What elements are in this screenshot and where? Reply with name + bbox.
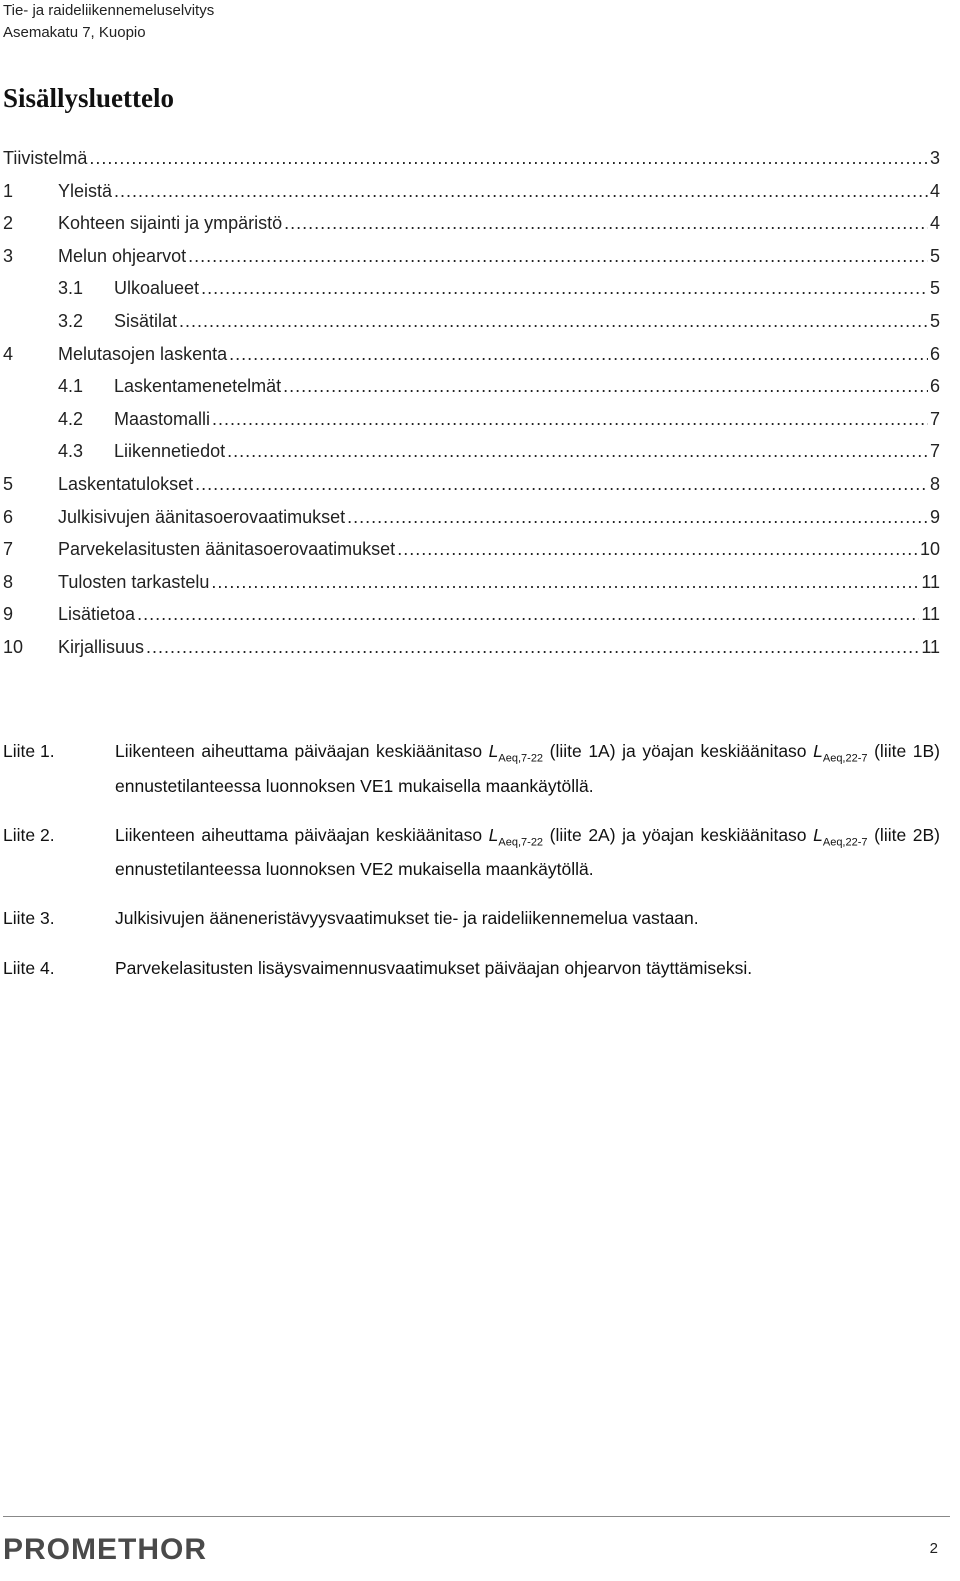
attachment-item-4	[3, 955, 940, 982]
toc-entry[interactable]	[0, 474, 940, 507]
attachment-text: (liite 1A) ja yöajan keskiäänitaso	[543, 741, 814, 761]
toc-entry-number: 7	[3, 539, 14, 560]
toc-dot-leader	[229, 344, 928, 365]
toc-dot-leader	[211, 572, 919, 593]
toc-entry-number: 3.1	[58, 278, 84, 299]
toc-entry[interactable]	[0, 539, 940, 572]
toc-entry-number: 8	[3, 571, 14, 592]
toc-dot-leader	[397, 539, 918, 560]
toc-entry-label: Tiivistelmä	[3, 148, 88, 168]
toc-entry-page: 9	[929, 506, 940, 527]
toc-dot-leader	[283, 376, 928, 397]
toc-entry[interactable]	[0, 181, 940, 214]
toc-entry-page: 6	[929, 343, 940, 364]
attachment-text: Liikenteen aiheuttama päiväajan keskiäänitaso	[115, 741, 489, 761]
toc-entry-number: 4.3	[58, 441, 84, 462]
toc-dot-leader	[347, 507, 928, 528]
attachment-description	[115, 822, 940, 884]
toc-entry[interactable]	[0, 148, 940, 181]
attachment-text: (liite 2B) ennustetilanteessa luonnoksen VE2 mukaisella maankäytöllä.	[115, 824, 941, 879]
header-address: Asemakatu 7, Kuopio	[3, 24, 146, 41]
toc-entry-page: 10	[919, 539, 940, 560]
symbol-subscript: Aeq,22-7	[822, 836, 868, 848]
toc-entry-label: Yleistä	[58, 180, 113, 201]
toc-entry-label: Lisätietoa	[58, 604, 136, 625]
logo-wordmark: PROMETHOR	[3, 1533, 207, 1566]
toc-entry-page: 5	[929, 245, 940, 266]
toc-dot-leader	[284, 213, 928, 234]
symbol-subscript: Aeq,7-22	[498, 752, 544, 765]
toc-dot-leader	[188, 246, 928, 267]
attachment-label: Liite 1.	[3, 741, 55, 761]
attachment-text: (liite 2A) ja yöajan keskiäänitaso	[543, 824, 814, 845]
toc-entry[interactable]	[0, 637, 940, 670]
toc-entry-number: 4.1	[58, 376, 84, 397]
toc-dot-leader	[201, 278, 928, 299]
toc-entry[interactable]	[0, 311, 940, 344]
company-logo	[3, 1533, 207, 1567]
toc-entry-label: Kohteen sijainti ja ympäristö	[58, 213, 283, 234]
attachment-item-3	[3, 905, 940, 932]
toc-entry[interactable]	[0, 604, 940, 637]
attachment-text: Liikenteen aiheuttama päiväajan keskiäänitaso	[115, 824, 489, 845]
attachment-description: Julkisivujen ääneneristävyysvaatimukset tie- ja raideliikennemelua vastaan.	[115, 908, 699, 928]
attachment-list	[3, 738, 940, 982]
toc-entry-page: 8	[929, 473, 940, 494]
toc-entry-page: 7	[929, 408, 940, 429]
toc-entry[interactable]	[0, 572, 940, 605]
symbol-subscript: Aeq,22-7	[822, 752, 868, 765]
toc-entry[interactable]	[0, 213, 940, 246]
toc-entry-number: 4.2	[58, 408, 84, 429]
toc-entry-page: 7	[929, 441, 940, 462]
toc-entry-number: 6	[3, 506, 14, 527]
toc-entry-label: Melun ohjearvot	[58, 245, 187, 266]
toc-entry-label: Laskentatulokset	[58, 473, 194, 494]
toc-dot-leader	[179, 311, 928, 332]
toc-entry-page: 3	[929, 148, 940, 168]
toc-entry-number: 9	[3, 604, 14, 625]
document-header	[3, 0, 214, 44]
toc-entry[interactable]	[0, 441, 940, 474]
toc-entry-page: 11	[921, 636, 940, 657]
attachment-text: (liite 1B) ennustetilanteessa luonnoksen VE1 mukaisella maankäytöllä.	[115, 741, 941, 796]
toc-dot-leader	[146, 637, 919, 658]
toc-dot-leader	[227, 441, 928, 462]
symbol-l: L	[813, 741, 823, 761]
page-number: 2	[929, 1540, 938, 1557]
toc-entry-page: 6	[929, 376, 940, 397]
toc-entry-page: 11	[921, 571, 940, 592]
toc-dot-leader	[89, 148, 928, 169]
toc-dot-leader	[114, 181, 928, 202]
attachment-label: Liite 2.	[3, 824, 55, 845]
footer-divider	[3, 1516, 950, 1517]
toc-entry[interactable]	[0, 344, 940, 377]
toc-entry-label: Melutasojen laskenta	[58, 343, 228, 364]
attachment-item-2	[3, 822, 940, 884]
toc-dot-leader	[195, 474, 928, 495]
toc-entry-label: Parvekelasitusten äänitasoerovaatimukset	[58, 539, 396, 560]
toc-entry-label: Ulkoalueet	[114, 278, 200, 299]
toc-entry-number: 3.2	[58, 310, 84, 331]
toc-entry-label: Maastomalli	[114, 408, 211, 429]
toc-entry-number: 5	[3, 473, 14, 494]
attachment-description	[115, 738, 940, 800]
toc-entry-page: 4	[929, 180, 940, 201]
symbol-l: L	[488, 824, 499, 845]
toc-entry[interactable]	[0, 507, 940, 540]
toc-entry-page: 5	[929, 310, 940, 331]
toc-entry-number: 4	[3, 343, 14, 364]
toc-entry-page: 11	[921, 604, 940, 625]
toc-entry-number: 10	[3, 636, 24, 657]
toc-entry-label: Tulosten tarkastelu	[58, 571, 210, 592]
toc-entry[interactable]	[0, 246, 940, 279]
attachment-description: Parvekelasitusten lisäysvaimennusvaatimukset päiväajan ohjearvon täyttämiseksi.	[115, 958, 753, 978]
toc-entry-page: 5	[929, 278, 940, 299]
symbol-l: L	[813, 824, 823, 845]
toc-entry-label: Liikennetiedot	[114, 441, 226, 462]
attachment-label: Liite 4.	[3, 958, 55, 978]
toc-dot-leader	[212, 409, 928, 430]
toc-entry-number: 1	[3, 180, 14, 201]
toc-entry-label: Kirjallisuus	[58, 636, 145, 657]
toc-entry[interactable]	[0, 376, 940, 409]
symbol-l: L	[488, 741, 499, 761]
toc-dot-leader	[137, 604, 919, 625]
symbol-subscript: Aeq,7-22	[498, 836, 544, 848]
header-report-title: Tie- ja raideliikennemeluselvitys	[3, 2, 215, 19]
toc-entry-page: 4	[929, 213, 940, 234]
toc-entry[interactable]	[0, 278, 940, 311]
attachment-item-1	[3, 738, 940, 800]
toc-entry-label: Laskentamenetelmät	[114, 376, 282, 397]
toc-entry-label: Sisätilat	[114, 310, 178, 331]
attachment-label: Liite 3.	[3, 908, 55, 928]
toc-entry-label: Julkisivujen äänitasoerovaatimukset	[58, 506, 346, 527]
toc-entry[interactable]	[0, 409, 940, 442]
toc-entry-number: 2	[3, 213, 14, 234]
toc-entry-number: 3	[3, 245, 14, 266]
table-of-contents	[0, 148, 940, 670]
page-title: Sisällysluettelo	[3, 83, 175, 113]
